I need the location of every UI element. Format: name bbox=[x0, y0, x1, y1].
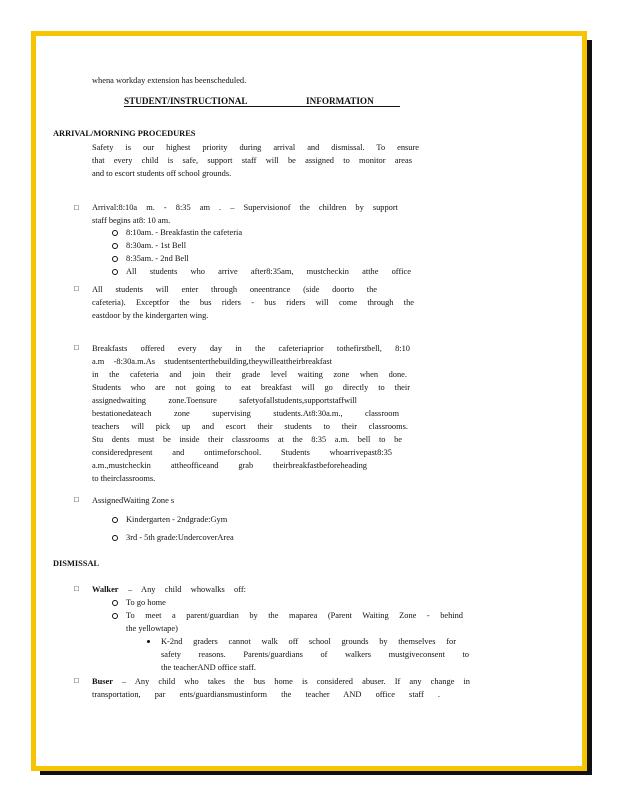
buser-term: Buser bbox=[92, 677, 113, 686]
arrival-item3-line: Breakfasts offered every day in the cafeteriaprior tothefirstbell, 8:10 bbox=[92, 344, 410, 353]
arrival-item2-line: eastdoor by the kindergarten wing. bbox=[92, 311, 209, 320]
walker-subsub-line: the teacherAND office staff. bbox=[161, 663, 257, 672]
bullet-marker: □ bbox=[74, 495, 79, 504]
arrival-item1-subitem: 8:35am. - 2nd Bell bbox=[126, 254, 189, 263]
arrival-item3-line: bestationedateach zone supervising students.At8:30a.m., classroom bbox=[92, 409, 399, 418]
arrival-heading: ARRIVAL/MORNING PROCEDURES bbox=[53, 129, 196, 138]
arrival-item1-subitem: 8:30am. - 1st Bell bbox=[126, 241, 187, 250]
bullet-marker: □ bbox=[74, 203, 79, 212]
arrival-item3-line: teachers will pick up and escort their students to their classrooms. bbox=[92, 422, 408, 431]
bullet-marker: □ bbox=[74, 284, 79, 293]
arrival-intro-line: and to escort students off school grounds. bbox=[92, 169, 232, 178]
dismissal-heading: DISMISSAL bbox=[53, 559, 100, 568]
arrival-item2-line: All students will enter through oneentrance (side doorto the bbox=[92, 285, 377, 294]
arrival-item2-line: cafeteria). Exceptfor the bus riders - bus riders will come through the bbox=[92, 298, 414, 307]
arrival-intro-line: Safety is our highest priority during arrival and dismissal. To ensure bbox=[92, 143, 419, 152]
arrival-item3-line: assignedwaiting zone.Toensure safetyofallstudents,supportstaffwill bbox=[92, 396, 357, 405]
arrival-item3-line: to theirclassrooms. bbox=[92, 474, 156, 483]
arrival-item3-line: a.m -8:30a.m.As studentsenterthebuilding,theywilleattheirbreakfast bbox=[92, 357, 332, 366]
bullet-marker: □ bbox=[74, 584, 79, 593]
sub-bullet-circle bbox=[112, 269, 118, 275]
sub-bullet-circle bbox=[112, 256, 118, 262]
intro-line: whena workday extension has beenscheduled. bbox=[92, 76, 247, 85]
buser-line: – Any child who takes the bus home is considered abuser. If any change in bbox=[122, 677, 470, 686]
sub-sub-bullet-dot bbox=[147, 640, 150, 643]
title-right: INFORMATION bbox=[306, 96, 374, 106]
arrival-item3-line: Stu dents must be inside their classrooms at the 8:35 a.m. bell to be bbox=[92, 435, 402, 444]
waiting-zone-item: 3rd - 5th grade:UndercoverArea bbox=[126, 533, 234, 542]
bullet-marker: □ bbox=[74, 676, 79, 685]
walker-term: Walker bbox=[92, 585, 119, 594]
arrival-intro-line: that every child is safe, support staff will be assigned to monitor areas bbox=[92, 156, 412, 165]
sub-bullet-circle bbox=[112, 600, 118, 606]
walker-subitem: To go home bbox=[126, 598, 166, 607]
walker-subitem: the yellowtape) bbox=[126, 624, 178, 633]
title-underline bbox=[124, 106, 400, 107]
sub-bullet-circle bbox=[112, 613, 118, 619]
sub-bullet-circle bbox=[112, 230, 118, 236]
sub-bullet-circle bbox=[112, 243, 118, 249]
bullet-marker: □ bbox=[74, 343, 79, 352]
waiting-zones-label: AssignedWaiting Zone s bbox=[92, 496, 175, 505]
arrival-item1-line: Arrival:8:10a m. - 8:35 am . – Supervisionof the children by support bbox=[92, 203, 398, 212]
walker-subsub-line: safety reasons. Parents/guardians of walkers mustgiveconsent to bbox=[161, 650, 469, 659]
sub-bullet-circle bbox=[112, 517, 118, 523]
title-left: STUDENT/INSTRUCTIONAL bbox=[124, 96, 248, 106]
walker-subsub-line: K-2nd graders cannot walk off school grounds by themselves for bbox=[161, 637, 456, 646]
document-page bbox=[31, 31, 587, 771]
arrival-item3-line: Students who are not going to eat breakfast will go directly to their bbox=[92, 383, 410, 392]
waiting-zone-item: Kindergarten - 2ndgrade:Gym bbox=[126, 515, 228, 524]
arrival-item1-subitem: 8:10am. - Breakfastin the cafeteria bbox=[126, 228, 243, 237]
arrival-item3-line: in the cafeteria and join their grade level waiting zone when done. bbox=[92, 370, 407, 379]
arrival-item3-line: consideredpresent and ontimeforschool. Students whoarrivepast8:35 bbox=[92, 448, 392, 457]
walker-subitem: To meet a parent/guardian by the maparea (Parent Waiting Zone - behind bbox=[126, 611, 463, 620]
sub-bullet-circle bbox=[112, 535, 118, 541]
walker-text: – Any child whowalks off: bbox=[128, 585, 246, 594]
buser-line: transportation, par ents/guardiansmustinform the teacher AND office staff . bbox=[92, 690, 440, 699]
arrival-item3-line: a.m.,mustcheckin attheofficeand grab theirbreakfastbeforeheading bbox=[92, 461, 367, 470]
arrival-item1-subitem: All students who arrive after8:35am, mustcheckin atthe office bbox=[126, 267, 411, 276]
arrival-item1-line: staff begins at8: 10 am. bbox=[92, 216, 171, 225]
